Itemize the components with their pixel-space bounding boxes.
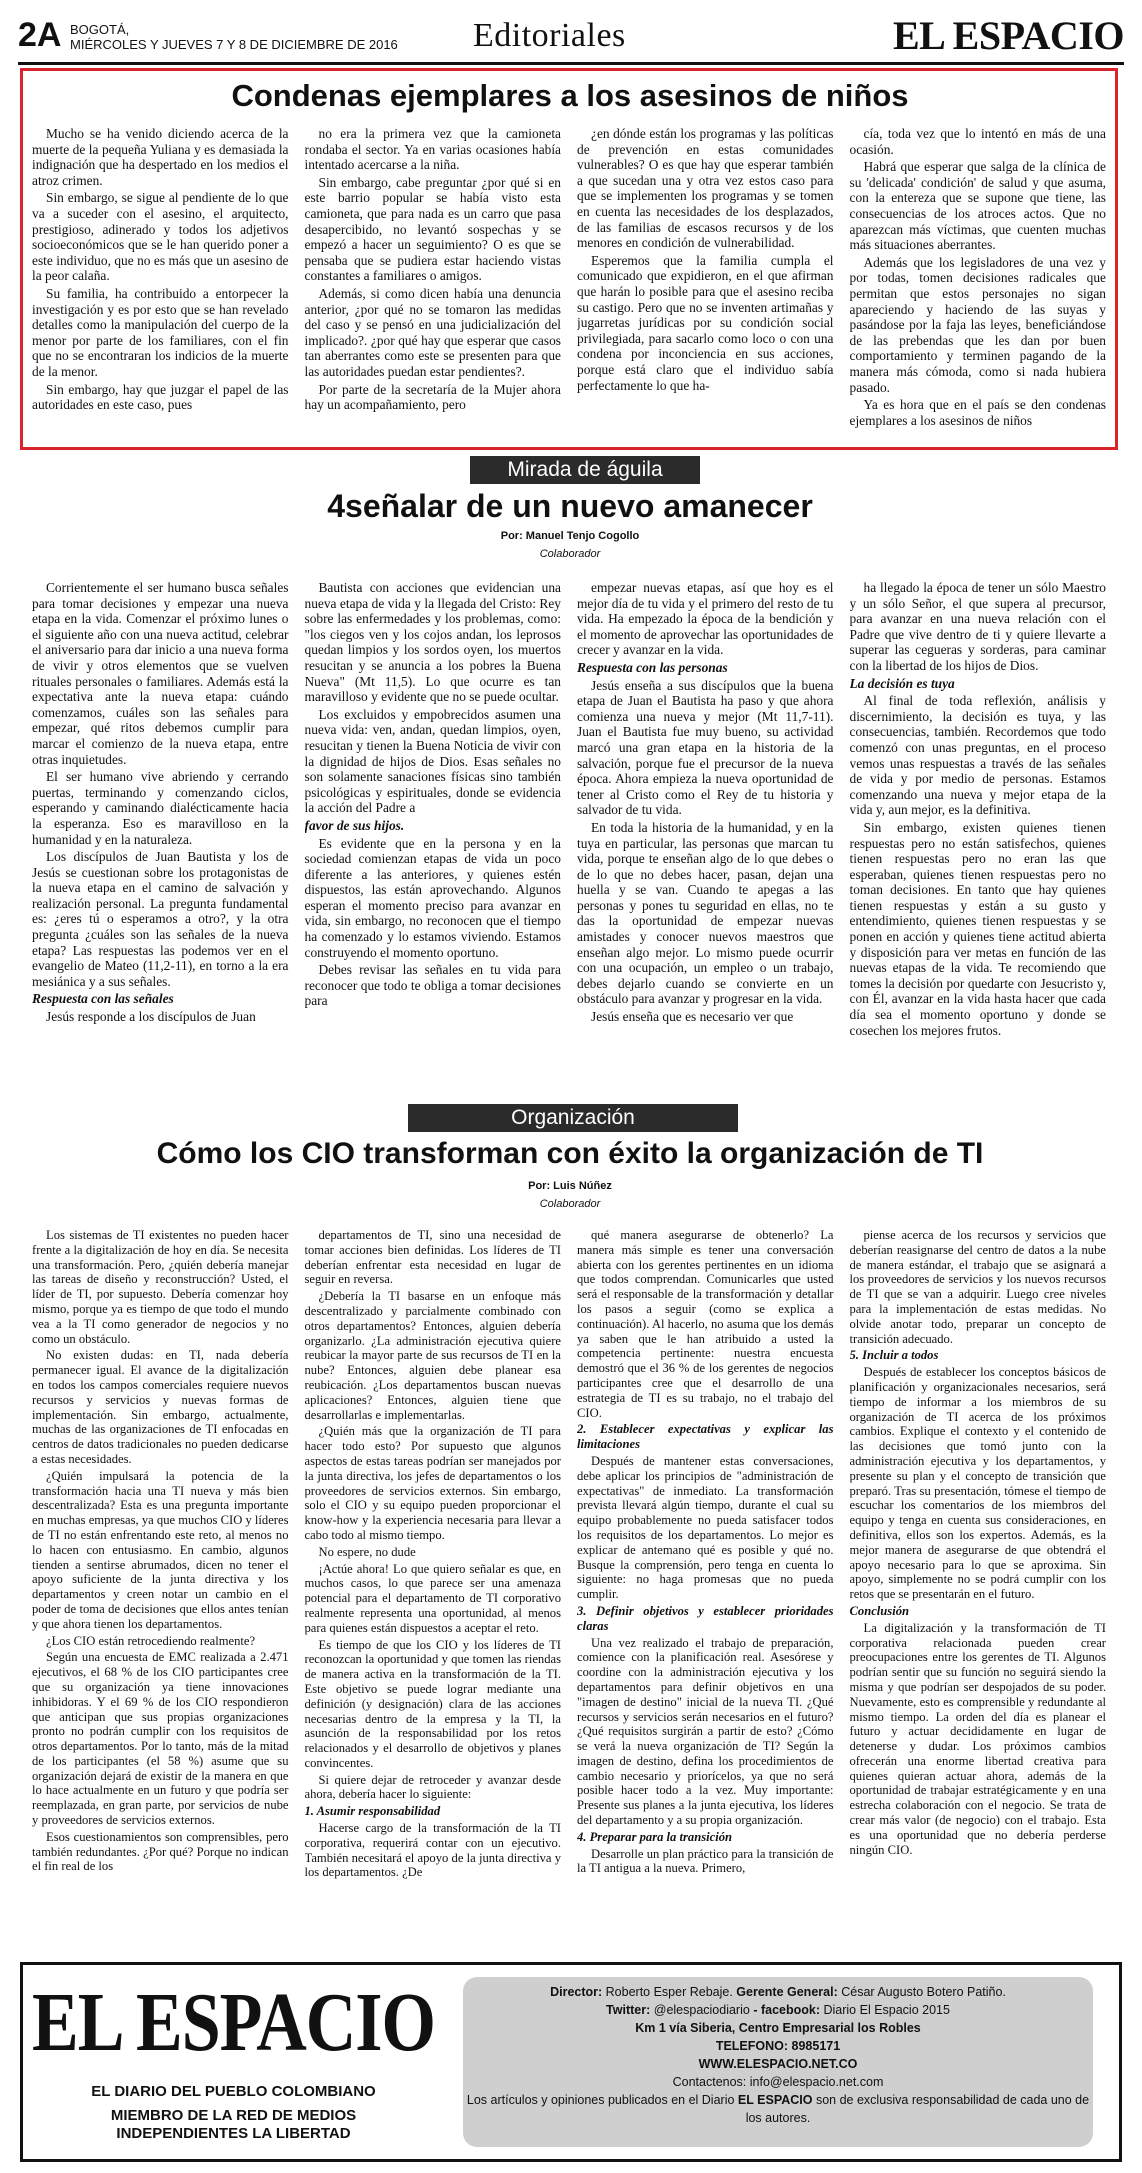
paragraph: La digitalización y la transformación de TI corporativa relacionada pueden crear preocupaciones entre los gerentes de TI. Algunos podrían sentir que su función no seguirá siendo la misma y que podrían ser despojados de su poder. Nuevamente, esto es comprensible y redundante al mismo tiempo. La orden del día es planear el futuro y actuar decididamente en lugar de detenerse y dudar. Los próximos cambios ofrecerán una enorme libertad creativa para quienes quieran actuar ahora, además de la oportunidad de trabajar estratégicamente y en una estrecha colaboración con el negocio. Se trata de crear más valor (de negocio) con el trabajo. Esta es una oportunidad que no debería perderse ningún CIO. xyxy=(849,1620,1106,1857)
paragraph: Es tiempo de que los CIO y los líderes de TI reconozcan la oportunidad y que tomen las riendas de manera activa en la transformación de la TI. Este objetivo se puede lograr mediante una definición (y designación) clara de las acciones necesarias dentro de la empresa y la TI, la asunción de la responsabilidad por los retos relacionados y el desarrollo de objetivos y planes convincentes. xyxy=(304,1637,561,1770)
footer-box xyxy=(20,1962,1122,2162)
text-column xyxy=(577,580,834,1102)
paragraph: En toda la historia de la humanidad, y en la tuya en particular, las personas que marcan tu vida, porque te enseñan algo de lo que debes o de lo que no debes hacer, pasan, dejan una huella y se van. Cuando te apegas a las personas y pones tu seguridad en ellas, no te das la oportunidad de empezar nuevas amistades y conocer nuevos maestros que enseñan algo mejor. Lo mismo puede ocurrir con una ocupación, un empleo o un trabajo, debes dejarlo cuando se convierte en un obstáculo para avanzar y progresar en la vida. xyxy=(577,819,834,1007)
text-column xyxy=(577,1228,834,1950)
paragraph: Al final de toda reflexión, análisis y discernimiento, la decisión es tuya, y las consecuencias, también. Recordemos que todo comenzó con unas preguntas, en el proceso vemos unas respuestas a través de las señales de vida y por medio de personas. Estamos comenzando una nueva y mejor etapa de la vida y, aun mejor, es la definitiva. xyxy=(849,693,1106,818)
editorial-body xyxy=(32,126,1106,442)
paragraph: ha llegado la época de tener un sólo Maestro y un sólo Señor, el que supera al precursor, para avanzar en una nueva relación con el Padre que vive dentro de ti y quiere llevarte a superar las cegueras y sorderas, para caminar con la libertad de los hijos de Dios. xyxy=(849,580,1106,673)
paragraph: Jesús responde a los discípulos de Juan xyxy=(46,1009,256,1025)
subheading: 1. Asumir responsabilidad xyxy=(304,1804,441,1819)
staff-phone: TELEFONO: 8985171 xyxy=(715,2039,841,2053)
dateline-city: BOGOTÁ, xyxy=(70,22,130,37)
text-column xyxy=(850,580,1107,1102)
paragraph: Sin embargo, cabe preguntar ¿por qué si en este barrio popular se había visto esta camioneta, que para nada es un carro que pasa desapercibido, no levantó sospechas y se empezó a hacer un seguimiento? O es que se pensaba que se pudiera estar haciendo vistas constantes a familiares o amigos. xyxy=(304,174,561,284)
dateline-date: MIÉRCOLES Y JUEVES 7 Y 8 DE DICIEMBRE DE 2016 xyxy=(70,37,398,52)
paragraph: ¡Actúe ahora! Lo que quiero señalar es que, en muchos casos, lo que parece ser una amenaza potencial para el departamento de TI corporativo realmente representa una oportunidad, al menos para quienes están dispuestos a aceptar el reto. xyxy=(304,1561,561,1635)
page-header xyxy=(18,14,1124,65)
subheading: Conclusión xyxy=(849,1603,909,1618)
article-body xyxy=(32,580,1106,1102)
paragraph: ¿Quién impulsará la potencia de la transformación hacia una TI nueva y más bien descentralizada? Esta es una pregunta importante en muchas empresas, ya que muchos CIO y líderes de TI no están enfrentando este reto, al menos no lo hacen con entusiasmo. En cambio, algunos tienden a sentirse abrumados, dicen no tener el apoyo suficiente de la junta directiva y los departamentos y creen notar un cambio en el poder de toma de decisiones que ellos antes tenían y que ahora tienen los departamentos. xyxy=(32,1468,289,1631)
paragraph: No existen dudas: en TI, nada debería permanecer igual. El avance de la digitalización en todos los campos comerciales requiere nuevos recursos y servicios y nuevas formas de implementación. Sin embargo, actualmente, muchas de las organizaciones de TI enfocadas en centros de datos tradicionales no pueden dedicarse a estas necesidades. xyxy=(32,1348,289,1466)
footer-logo: EL ESPACIO xyxy=(32,1977,435,2070)
paragraph: Jesús enseña que es necesario ver que xyxy=(591,1009,794,1025)
text-column xyxy=(577,126,834,442)
paragraph: Además que los legisladores de una vez y por todas, tomen decisiones radicales que permitan que estos personajes no sigan apareciendo y haciendo de las suyas y pasándose por la faja las leyes, beneficiándose de las prebendas que les dan por buen comportamiento y terminen pagando de la manera más cómoda, como si nada hubiera pasado. xyxy=(849,254,1106,395)
article-headline: Cómo los CIO transforman con éxito la organización de TI xyxy=(156,1137,984,1170)
paragraph: Sin embargo, hay que juzgar el papel de las autoridades en este caso, pues xyxy=(32,381,289,413)
text-column xyxy=(305,1228,562,1950)
membership-line: INDEPENDIENTES LA LIBERTAD xyxy=(116,2125,351,2142)
paragraph: Corrientemente el ser humano busca señales para tomar decisiones y empezar una nueva etapa en la vida. Comenzar el próximo lunes o el siguiente año con una nueva actitud, celebrar el aniversario para dar inicio a una nueva forma de vivir y otros elementos que se vuelven rituales personales o familiares. Además está la expectativa ante la nueva etapa: cuándo comenzamos, cuáles son las señales para empezar, qué ritos debemos cumplir para marcar el comienzo de la nueva etapa, entre otras inquietudes. xyxy=(32,580,289,767)
paragraph: Además, si como dicen había una denuncia anterior, ¿por qué no se tomaron las medidas del caso y se pensó en una judicialización del implicado?. ¿por qué hay que esperar que casos tan aberrantes como este se presenten para que las autoridades puedan estar pendientes?. xyxy=(304,285,561,379)
text-column xyxy=(305,126,562,442)
dateline xyxy=(70,22,398,52)
text-column xyxy=(850,126,1107,442)
paragraph: Según una encuesta de EMC realizada a 2.471 ejecutivos, el 68 % de los CIO participantes cree que su organización ya tiene innovaciones inhibidoras. Y el 69 % de los CIO respondieron que anticipan que sus propias organizaciones pronto no podrán cumplir con los requisitos de otros departamentos. Por lo tanto, más de la mitad de los participantes (el 58 %) asume que su organización dejará de existir de la manera en que lo hace actualmente en un futuro y que podría ser reemplazada, en gran parte, por servicios de nube y proveedores de servicios externos. xyxy=(32,1650,289,1828)
paragraph: Debes revisar las señales en tu vida para reconocer que todo te obliga a tomar decisiones para xyxy=(304,962,561,1009)
editorial-headline: Condenas ejemplares a los asesinos de niños xyxy=(231,78,909,113)
footer-tagline: EL DIARIO DEL PUEBLO COLOMBIANO xyxy=(91,2083,376,2100)
staff-social: Twitter: @elespaciodiario - facebook: Diario El Espacio 2015 xyxy=(606,2003,950,2017)
paragraph: El ser humano vive abriendo y cerrando puertas, terminando y comenzando ciclos, esperando y caminando dialécticamente hacia la esperanza. Eso es maravilloso en la humanidad y en la naturaleza. xyxy=(32,769,289,847)
paragraph: qué manera asegurarse de obtenerlo? La manera más simple es tener una conversación abierta con los gerentes pertinentes en un idioma que todos comprendan. Comunicarles que usted será el responsable de la transformación y detallar los pasos a seguir (como se explica a continuación). Al hacerlo, no asuma que los demás ya saben que le han atribuido a usted la competencia pertinente: nuestra encuesta demostró que el 36 % de los gerentes de negocios participantes cree que el desarrollo de una estrategia de TI es su trabajo, no el trabajo del CIO. xyxy=(577,1228,834,1420)
subheading: favor de sus hijos. xyxy=(304,817,405,833)
paragraph: Esos cuestionamientos son comprensibles, pero también redundantes. ¿Por qué? Porque no indican el fin real de los xyxy=(32,1829,289,1874)
subheading: La decisión es tuya xyxy=(849,675,955,691)
paragraph: ¿Los CIO están retrocediendo realmente? xyxy=(46,1633,256,1648)
paragraph: Mucho se ha venido diciendo acerca de la muerte de la pequeña Yuliana y es demasiada la indignación que ha despertado en los medios el atroz crimen. xyxy=(32,126,289,188)
paragraph: Después de establecer los conceptos básicos de planificación y organizacionales necesarios, será tiempo de informar a los miembros de su organización de TI acerca de los próximos cambios. Explique el contexto y el contenido de las decisiones que tomó junto con la administración ejecutiva y los departamentos, y presente su plan y el concepto de transición que preparó. Tras su presentación, tómese el tiempo de escuchar los comentarios de los miembros del equipo y tenga en cuenta sus consideraciones, en definitiva, ellos son los expertos. Además, es la mejor manera de asegurarse de que obtendrá el apoyo necesario para lo que se aproxima. Sin apoyo, simplemente no se podrá cumplir con los retos que se presentarán en el futuro. xyxy=(849,1365,1106,1602)
article-body xyxy=(32,1228,1106,1950)
paragraph: Después de mantener estas conversaciones, debe aplicar los principios de "administración de expectativas" de inmediato. La transformación prevista llevará algún tiempo, durante el cual su equipo probablemente no pueda satisfacer todos los requisitos de los departamentos. Lo mejor es explicar de antemano qué es posible y qué no. Busque la comprensión, pero tenga en cuenta lo siguiente: no haga promesas que no pueda cumplir. xyxy=(577,1453,834,1602)
staff-address: Km 1 vía Siberia, Centro Empresarial los Robles xyxy=(635,2021,921,2035)
text-column xyxy=(32,580,289,1102)
text-column xyxy=(850,1228,1107,1950)
paragraph: departamentos de TI, sino una necesidad de tomar acciones bien definidas. Los líderes de TI deberían enfrentar esta necesidad en lugar de seguir en reversa. xyxy=(304,1228,561,1287)
text-column xyxy=(32,126,289,442)
subheading: 5. Incluir a todos xyxy=(849,1348,939,1363)
paragraph: No espere, no dude xyxy=(318,1544,416,1559)
paragraph: Es evidente que en la persona y en la sociedad comienzan etapas de vida un poco diferente a las anteriores, y quienes estén dispuestos, las están aprovechando. Algunos esperan el momento preciso para avanzar en vida, sin embargo, no reconocen que el tiempo ha comenzado y lo estamos viviendo. Estamos construyendo el momento oportuno. xyxy=(304,835,561,960)
paragraph: Esperemos que la familia cumpla el comunicado que expidieron, en el que afirman que harán lo posible para que el asesino reciba su castigo. Pero que no se inventen artimañas y jugarretas jurídicas por su condición social privilegiada, para sacarlo como loco o con una condena por inconciencia en sus acciones, porque está claro que el individuo sabía perfectamente lo que ha- xyxy=(577,252,834,393)
paragraph: Sin embargo, se sigue al pendiente de lo que va a suceder con el asesino, el arquitecto, prestigioso, adinerado y todos los adjetivos socioeconómicos que se le han querido poner a este individuo, que no es más que un asesino de la peor calaña. xyxy=(32,190,289,284)
paragraph: empezar nuevas etapas, así que hoy es el mejor día de tu vida y el primero del resto de tu vida. Ha empezado la época de la bendición y el momento de aprovechar las oportunidades de crecer y avanzar en la vida. xyxy=(577,580,834,658)
masthead-logo: EL ESPACIO xyxy=(893,13,1124,58)
subheading: 4. Preparar para la transición xyxy=(577,1829,732,1844)
paragraph: Los discípulos de Juan Bautista y los de Jesús se cuestionan sobre los protagonistas de la nueva etapa en el camino de salvación y realización personal. La pregunta fundamental es: ¿eres tú o esperamos a otro?, y la otra pregunta ¿cuáles son las señales de la nueva etapa? Las respuestas las podemos ver en el evangelio de Mateo (11,2-11), en torno a la era mesiánica y a sus señales. xyxy=(32,849,289,989)
subheading: 3. Definir objetivos y establecer prioridades claras xyxy=(577,1603,834,1633)
paragraph: ¿Quién más que la organización de TI para hacer todo esto? Por supuesto que algunos aspectos de estas tareas podrían ser manejados por la junta directiva, los jefes de departamentos o los proveedores de servicios externos. Sin embargo, solo el CIO y su equipo pueden proporcionar el know-how y la experiencia necesaria para llevar a cabo todo al mismo tiempo. xyxy=(304,1424,561,1542)
byline: Por: Luis Núñez xyxy=(528,1180,612,1192)
page-number: 2A xyxy=(18,16,62,54)
staff-box xyxy=(463,1977,1093,2147)
paragraph: cía, toda vez que lo intentó en más de una ocasión. xyxy=(849,126,1106,157)
paragraph: Su familia, ha contribuido a entorpecer la investigación y es por esto que se han revelado detalles como la manipulación del cuerpo de la menor por parte de los familiares, con el fin que no se encontraran los indicios de la muerte de la menor. xyxy=(32,285,289,379)
paragraph: Sin embargo, existen quienes tienen respuestas pero no están satisfechos, quienes tienen respuestas pero no eran las que esperaban, quienes tienen respuestas pero no toman decisiones. En tanto que hay quienes tienen respuestas y están a su gusto y entendimiento, quienes tienen respuestas y se ponen en acción y quienes tiene actitud abierta y disposición para ver metas en función de las nuevas etapas de la vida. Te recomiendo que tomes la decisión por quedarte con Jesucristo y, con Él, avanzar en la vida hasta hacer que cada día sea el momento oportuno y donde se cosechen los mejores frutos. xyxy=(849,819,1106,1038)
paragraph: Una vez realizado el trabajo de preparación, comience con la planificación real. Asesórese y coordine con la administración ejecutiva y los departamentos para definir objetivos en una "imagen de destino" inicial de la nueva TI. ¿Qué recursos y servicios serán necesarios en el futuro? ¿Qué requisitos surgirán a partir de esto? ¿Cómo se verá la nueva organización de TI? Según la imagen de destino, defina los procedimientos de cambio necesario y priorícelos, ya que no será posible hacer todo a la vez. Muy importante: Presente sus planes a la junta ejecutiva, los líderes del departamento y a su propia organización. xyxy=(577,1635,834,1828)
staff-director: Director: Roberto Esper Rebaje. Gerente General: César Augusto Botero Patiño. xyxy=(550,1985,1006,1999)
staff-web[interactable]: WWW.ELESPACIO.NET.CO xyxy=(698,2057,858,2071)
paragraph: piense acerca de los recursos y servicios que deberían reasignarse del centro de datos a la nube de manera estándar, el trabajo que se asignará a los proveedores de servicios y los nuevos recursos de TI que se van a adquirir. Luego cree niveles para la implementación de estas medidas. No olvide anotar todo, preparar un concepto de transición adecuado. xyxy=(849,1228,1106,1346)
paragraph: ¿Debería la TI basarse en un enfoque más descentralizado y parcialmente combinado con otros departamentos? Entonces, alguien debería organizarlo. ¿La administración ejecutiva quiere reubicar la mayor parte de sus recursos de TI en la nube? Entonces, alguien debe planear esa reubicación. ¿Los departamentos buscan nuevas aplicaciones? Entonces, alguien tiene que desarrollarlas e implementarlas. xyxy=(304,1289,561,1422)
paragraph: Habrá que esperar que salga de la clínica de su 'delicada' condición' de salud y que asuma, con la entereza que se supone que tiene, las consecuencias de los atroces actos. Que no aparezcan más víctimas, que cuenten muchas más situaciones aberrantes. xyxy=(849,159,1106,253)
membership-line: MIEMBRO DE LA RED DE MEDIOS xyxy=(110,2107,357,2124)
section-kicker: Organización xyxy=(408,1104,738,1132)
article-headline: 4señalar de un nuevo amanecer xyxy=(327,488,813,524)
section-name: Editoriales xyxy=(473,17,626,54)
paragraph: Los sistemas de TI existentes no pueden hacer frente a la digitalización de hoy en día. Se necesita una transformación. Pero, ¿quién debería manejar las tareas de diseño y reconstrucción? Usted, el líder de TI, por supuesto. Debería comenzar hoy mismo, porque ya es tiempo de que todo el mundo vea a la TI como generador de negocios y no como un obstáculo. xyxy=(32,1228,289,1346)
paragraph: Jesús enseña a sus discípulos que la buena etapa de Juan el Bautista ha paso y que ahora comienza una nueva y mejor (Mt 11,7-11). Juan el Bautista fue muy bueno, su actividad marcó una gran etapa en la historia de la salvación, porque fue el precursor de la nueva época. Ahora empieza la nueva oportunidad de tener al Cristo como el Rey de tu historia y salvador de tu vida. xyxy=(577,677,834,818)
text-column xyxy=(32,1228,289,1950)
subheading: Respuesta con las personas xyxy=(577,659,728,675)
paragraph: Los excluidos y empobrecidos asumen una nueva vida: ven, andan, quedan limpios, oyen, resucitan y tienen la Buena Noticia de vivir con la dignidad de hijos de Dios. Esas señales no son solamente sanaciones físicas sino también psicológicas y espirituales, donde se evidencia la acción del Padre a xyxy=(304,706,561,816)
paragraph: ¿en dónde están los programas y las políticas de prevención en estas comunidades vulnerables? O es que hay que esperar también a que sucedan una y otra vez estos caso para que se implementen los programas y se tomen en cuenta las necesidades de los desplazados, de las familias de escasos recursos y de los menores en condición de vulnerabilidad. xyxy=(577,126,834,251)
paragraph: no era la primera vez que la camioneta rondaba el sector. Ya en varias ocasiones había intentado acercarse a la niña. xyxy=(304,126,561,173)
section-kicker: Mirada de águila xyxy=(470,456,700,484)
footer-membership xyxy=(31,2107,436,2143)
byline: Por: Manuel Tenjo Cogollo xyxy=(500,530,640,542)
paragraph: Si quiere dejar de retroceder y avanzar desde ahora, debería hacer lo siguiente: xyxy=(304,1772,561,1802)
text-column xyxy=(305,580,562,1102)
staff-contact[interactable]: Contactenos: info@elespacio.net.com xyxy=(672,2075,884,2089)
paragraph: Desarrolle un plan práctico para la transición de la TI antigua a la nueva. Primero, xyxy=(577,1846,834,1876)
paragraph: Ya es hora que en el país se den condenas ejemplares a los asesinos de niños xyxy=(849,397,1106,428)
byline-role: Colaborador xyxy=(539,548,601,560)
paragraph: Por parte de la secretaría de la Mujer ahora hay un acompañamiento, pero xyxy=(304,381,561,413)
staff-disclaimer: Los artículos y opiniones publicados en el Diario EL ESPACIO son de exclusiva responsabilidad de cada uno de los autores. xyxy=(466,2093,1090,2125)
byline-role: Colaborador xyxy=(539,1198,601,1210)
subheading: 2. Establecer expectativas y explicar las limitaciones xyxy=(577,1422,834,1452)
paragraph: Bautista con acciones que evidencian una nueva etapa de vida y la llegada del Cristo: Rey sobre las enfermedades y los problemas, como: "los ciegos ven y los cojos andan, los leprosos quedan limpios y los sordos oyen, los muertos resucitan y se anuncia a los pobres la Buena Nueva" (Mt 11,5). Lo que ocurre es tan maravilloso y evidente que no se puede ocultar. xyxy=(304,580,561,705)
paragraph: Hacerse cargo de la transformación de la TI corporativa, requerirá contar con un ejecutivo. También necesitará el apoyo de la junta directiva y los departamentos. ¿De xyxy=(304,1821,561,1880)
subheading: Respuesta con las señales xyxy=(32,991,174,1007)
